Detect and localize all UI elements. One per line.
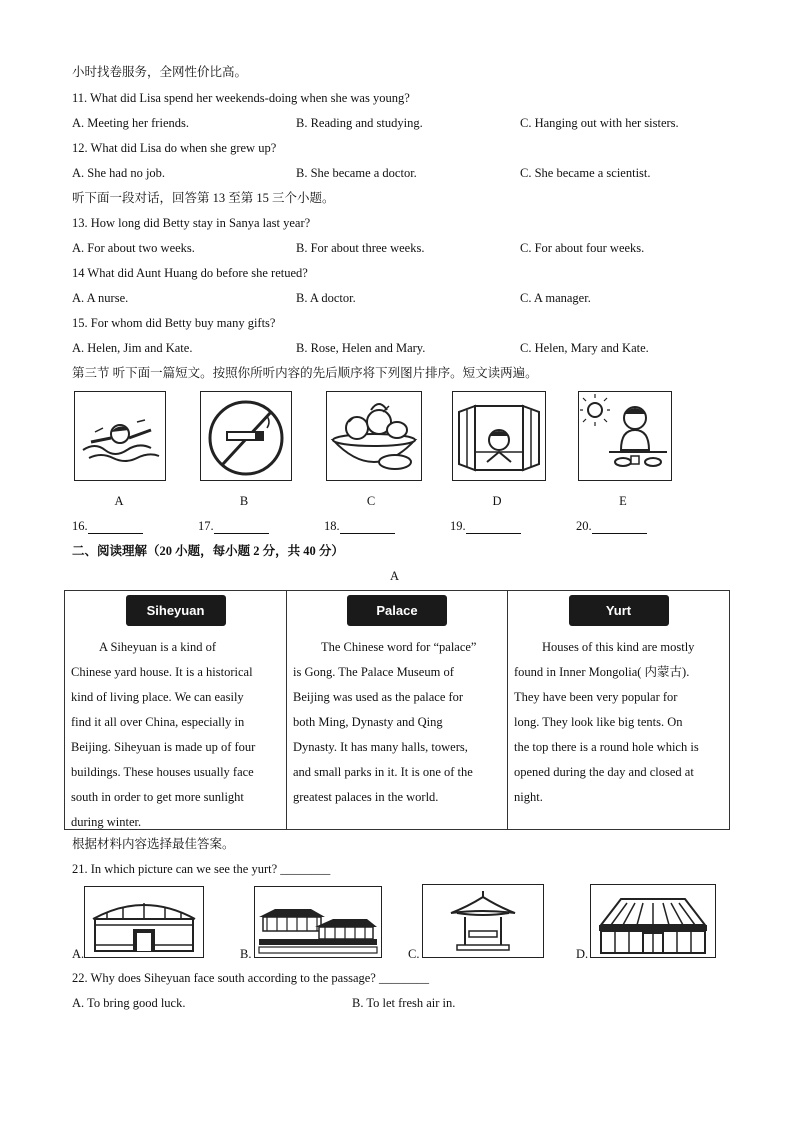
question-22: 22. Why does Siheyuan face south according to the passage? ________ xyxy=(72,971,429,985)
text-line: buildings. These houses usually face xyxy=(71,765,254,779)
picture-label-d: D xyxy=(492,494,502,508)
blank-line xyxy=(88,521,143,534)
text-line: south in order to get more sunlight xyxy=(71,790,244,804)
text-line: Houses of this kind are mostly xyxy=(542,640,695,654)
passage-label: A xyxy=(390,569,400,583)
swimmer-picture xyxy=(74,391,166,481)
q15-option-c: C. Helen, Mary and Kate. xyxy=(520,341,649,355)
text-line: is Gong. The Palace Museum of xyxy=(293,665,454,679)
blank-number: 16. xyxy=(72,519,88,533)
blank-number: 19. xyxy=(450,519,466,533)
text-line: long. They look like big tents. On xyxy=(514,715,683,729)
picture-label-a: A xyxy=(114,494,124,508)
text-line: both Ming, Dynasty and Qing xyxy=(293,715,443,729)
text-line: the top there is a round hole which is xyxy=(514,740,699,754)
q15-option-a: A. Helen, Jim and Kate. xyxy=(72,341,193,355)
reading-table xyxy=(64,590,730,830)
question-21: 21. In which picture can we see the yurt? ________ xyxy=(72,862,331,876)
blank-line xyxy=(214,521,269,534)
part2-title: 二、阅读理解（20 小题，每小题 2 分，共 40 分） xyxy=(72,544,344,558)
q21-label-d: D. xyxy=(576,947,589,961)
question-13: 13. How long did Betty stay in Sanya last year? xyxy=(72,216,311,230)
text-line: found in Inner Mongolia( 内蒙古). xyxy=(514,665,690,679)
q13-option-c: C. For about four weeks. xyxy=(520,241,645,255)
question-12: 12. What did Lisa do when she grew up? xyxy=(72,141,277,155)
instruction: 根据材料内容选择最佳答案。 xyxy=(72,837,235,851)
q12-option-b: B. She became a doctor. xyxy=(296,166,417,180)
question-14: 14 What did Aunt Huang do before she retued? xyxy=(72,266,308,280)
answer-blank-18[interactable] xyxy=(324,518,395,534)
q22-option-b: B. To let fresh air in. xyxy=(352,996,456,1010)
boy-eating-picture xyxy=(578,391,672,481)
text-line: Chinese yard house. It is a historical xyxy=(71,665,253,679)
text-line: and small parks in it. It is one of the xyxy=(293,765,473,779)
blank-line xyxy=(592,521,647,534)
palace-header: Palace xyxy=(347,595,447,626)
section-note-1: 听下面一段对话，回答第 13 至第 15 三个小题。 xyxy=(72,191,335,205)
text-line: They have been very popular for xyxy=(514,690,678,704)
picture-label-e: E xyxy=(619,494,627,508)
q12-option-c: C. She became a scientist. xyxy=(520,166,651,180)
blank-line xyxy=(340,521,395,534)
window-boy-picture xyxy=(452,391,546,481)
q14-option-a: A. A nurse. xyxy=(72,291,129,305)
blank-number: 18. xyxy=(324,519,340,533)
palace-text xyxy=(293,635,501,810)
blank-line xyxy=(466,521,521,534)
answer-blank-19[interactable] xyxy=(450,518,521,534)
text-line: during winter. xyxy=(71,815,142,829)
answer-blank-20[interactable] xyxy=(576,518,647,534)
yurt-header: Yurt xyxy=(569,595,669,626)
text-line: Dynasty. It has many halls, towers, xyxy=(293,740,468,754)
palace-column xyxy=(287,591,508,829)
text-line: Beijing. Siheyuan is made up of four xyxy=(71,740,256,754)
q13-option-a: A. For about two weeks. xyxy=(72,241,195,255)
siheyuan-picture[interactable] xyxy=(590,884,716,958)
blank-number: 17. xyxy=(198,519,214,533)
q14-option-c: C. A manager. xyxy=(520,291,591,305)
intro-text: 小时找卷服务，全网性价比高。 xyxy=(72,65,248,79)
fruit-bowl-picture xyxy=(326,391,422,481)
question-15: 15. For whom did Betty buy many gifts? xyxy=(72,316,276,330)
answer-blank-16[interactable] xyxy=(72,518,143,534)
q12-option-a: A. She had no job. xyxy=(72,166,166,180)
q11-option-c: C. Hanging out with her sisters. xyxy=(520,116,679,130)
picture-label-b: B xyxy=(239,494,249,508)
question-11: 11. What did Lisa spend her weekends-doing when she was young? xyxy=(72,91,410,105)
text-line: greatest palaces in the world. xyxy=(293,790,439,804)
text-line: The Chinese word for “palace” xyxy=(321,640,477,654)
q21-label-a: A. xyxy=(72,947,85,961)
text-line: A Siheyuan is a kind of xyxy=(99,640,217,654)
no-smoking-picture xyxy=(200,391,292,481)
q13-option-b: B. For about three weeks. xyxy=(296,241,425,255)
yurt-text xyxy=(514,635,723,810)
siheyuan-text xyxy=(71,635,280,835)
yurt-picture[interactable] xyxy=(84,886,204,958)
q21-label-b: B. xyxy=(240,947,252,961)
siheyuan-column xyxy=(65,591,287,829)
q15-option-b: B. Rose, Helen and Mary. xyxy=(296,341,426,355)
text-line: opened during the day and closed at xyxy=(514,765,694,779)
siheyuan-header: Siheyuan xyxy=(126,595,226,626)
text-line: night. xyxy=(514,790,543,804)
picture-label-c: C xyxy=(366,494,376,508)
q11-option-b: B. Reading and studying. xyxy=(296,116,423,130)
q11-option-a: A. Meeting her friends. xyxy=(72,116,189,130)
palace-picture[interactable] xyxy=(254,886,382,958)
q14-option-b: B. A doctor. xyxy=(296,291,356,305)
answer-blank-17[interactable] xyxy=(198,518,269,534)
section3-title: 第三节 听下面一篇短文。按照你所听内容的先后顺序将下列图片排序。短文读两遍。 xyxy=(72,366,538,380)
text-line: find it all over China, especially in xyxy=(71,715,245,729)
text-line: kind of living place. We can easily xyxy=(71,690,244,704)
text-line: Beijing was used as the palace for xyxy=(293,690,464,704)
q22-option-a: A. To bring good luck. xyxy=(72,996,186,1010)
blank-number: 20. xyxy=(576,519,592,533)
pavilion-picture[interactable] xyxy=(422,884,544,958)
q21-label-c: C. xyxy=(408,947,420,961)
yurt-column xyxy=(508,591,729,829)
